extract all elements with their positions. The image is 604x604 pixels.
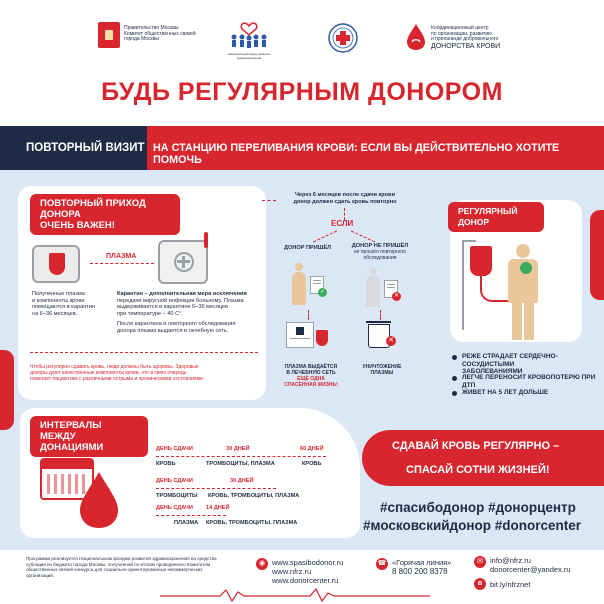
email-donorcenter[interactable]: donorcenter@yandex.ru	[490, 565, 571, 574]
site-nfrz[interactable]: www.nfrz.ru	[272, 567, 312, 576]
divider-dashed	[30, 352, 258, 353]
quarantine-desc: Карантин – дополнительная мера исключения передачи вирусной инфекции больному. Плазма выдерживается в карантине 6–36 месяцев при температуре – 40 С°. После карантина и повторного обследования донора плазма выдается в лечебную сеть.	[117, 291, 247, 334]
phone-icon: ☎	[376, 558, 388, 570]
plasma-bag-icon	[316, 330, 328, 346]
footer-hotline: «Горячая линия» 8 800 200 8378	[392, 558, 452, 576]
repeat-visit-tag: ПОВТОРНЫЙ ПРИХОД ДОНОРА ОЧЕНЬ ВАЖЕН!	[30, 194, 180, 235]
hotline-number[interactable]: 8 800 200 8378	[392, 567, 448, 576]
row3-gap1: 14 ДНЕЙ	[206, 505, 230, 511]
quarantine-text: Полученные плазма и компоненты крови помещаются в карантин на 6–36 месяцев.	[32, 291, 96, 317]
storage-device-icon	[32, 245, 80, 283]
health-note: Чтобы регулярно сдавать кровь, люди должны быть здоровы. Здоровые доноры дают качественные компоненты крови, что в свою очередь помогает пациентам с различными острыми и хроническими состояниями.	[30, 364, 205, 382]
checklist-fail-icon: ✕	[384, 280, 398, 298]
banner-right	[147, 126, 604, 170]
slogan-line2: СПАСАЙ СОТНИ ЖИЗНЕЙ!	[406, 464, 550, 476]
flow-arrow-top	[262, 200, 276, 201]
footer-program: Программа реализуется Национальным фондом развития здравоохранения на средства субсидии из бюджета города Москвы, полученной по итогам проведенного Комитетом общественных связей конкурса для социально-ориентированных некоммерческих организаций.	[26, 556, 217, 578]
site-donorcenter[interactable]: www.donorcenter.ru	[272, 576, 339, 585]
decor-corner-right	[590, 210, 604, 300]
row2-gap1: 30 ДНЕЙ	[230, 478, 254, 484]
moscow-logo-text: Правительство Москвы Комитет общественных связей города Москвы	[124, 25, 196, 43]
mail-icon: ✉	[474, 556, 486, 568]
flow-down-left	[308, 310, 309, 320]
absent-donor-figure-icon	[364, 267, 382, 307]
plasma-destroy-text: УНИЧТОЖЕНИЕ ПЛАЗМЫ	[362, 364, 402, 376]
plasma-label: ПЛАЗМА	[106, 253, 137, 260]
bullet-2	[452, 376, 457, 381]
bullet-1	[452, 355, 457, 360]
footer-emails	[490, 556, 571, 574]
footer-sites	[272, 558, 343, 585]
benefit-longer-life: ЖИВЕТ НА 5 ЛЕТ ДОЛЬШЕ	[462, 389, 549, 396]
flow-down-right	[380, 310, 381, 320]
thermometer-icon	[204, 232, 208, 248]
destroy-mark-icon: ✕	[386, 336, 396, 346]
slogan-line1: СДАВАЙ КРОВЬ РЕГУЛЯРНО –	[392, 440, 560, 452]
page-title: БУДЬ РЕГУЛЯРНЫМ ДОНОРОМ	[101, 78, 503, 106]
quarantine-device-icon	[158, 240, 208, 284]
row1-line	[156, 456, 326, 457]
medical-emblem-logo	[327, 22, 359, 54]
row2-line	[156, 488, 276, 489]
hospital-icon	[286, 322, 314, 348]
donor-figure-icon	[290, 263, 308, 305]
banner-right-text: НА СТАНЦИЮ ПЕРЕЛИВАНИЯ КРОВИ: ЕСЛИ ВЫ ДЕЙСТВИТЕЛЬНО ХОТИТЕ ПОМОЧЬ	[153, 142, 560, 166]
donor-not-came-label: ДОНОР НЕ ПРИШЁЛ не прошёл повторного обследования	[351, 243, 409, 261]
donor-badge-icon	[520, 262, 532, 274]
blood-drop-icon	[76, 470, 122, 530]
row3-mid: КРОВЬ, ТРОМБОЦИТЫ, ПЛАЗМА	[206, 520, 298, 526]
row1-mid: ТРОМБОЦИТЫ, ПЛАЗМА	[206, 461, 275, 467]
donor-center-logo	[404, 22, 428, 52]
row1-gap1: 30 ДНЕЙ	[226, 446, 250, 452]
decor-corner-left	[0, 350, 14, 430]
row3-line	[156, 515, 226, 516]
slogan-box	[362, 430, 604, 486]
nfrz-logo	[226, 20, 272, 52]
iv-stand-icon	[462, 240, 464, 330]
regular-donor-tag: РЕГУЛЯРНЫЙ ДОНОР	[448, 202, 544, 232]
flow-top-text: Через 6 месяцев после сдачи крови донор должен сдать кровь повторно	[293, 192, 397, 205]
pulse-line	[160, 588, 430, 602]
hashtags-line2: #московскийдонор #donorcenter	[363, 518, 582, 533]
row2-start: ТРОМБОЦИТЫ	[156, 493, 198, 499]
if-label: ЕСЛИ	[331, 219, 354, 228]
vk-icon: в	[474, 578, 486, 590]
row1-gap2: 60 ДНЕЙ	[300, 446, 324, 452]
banner-left	[0, 126, 147, 170]
bullet-3	[452, 391, 457, 396]
email-nfrz[interactable]: info@nfrz.ru	[490, 556, 531, 565]
row1-start: КРОВЬ	[156, 461, 176, 467]
benefit-blood-loss: ЛЕГЧЕ ПЕРЕНОСИТ КРОВОПОТЕРЮ ПРИ ДТП	[462, 374, 596, 389]
blood-bag-icon	[470, 246, 492, 276]
plasma-arrow	[90, 263, 154, 264]
benefit-heart: РЕЖЕ СТРАДАЕТ СЕРДЕЧНО-СОСУДИСТЫМИ ЗАБОЛЕВАНИЯМИ	[462, 353, 558, 375]
regular-donor-figure-icon	[504, 244, 542, 340]
hashtags-line1: #спасибодонор #донорцентр	[380, 500, 576, 515]
donor-center-text: Координационный центр по организации, развитию и пропаганде добровольного ДОНОРСТВА КРОВИ	[431, 25, 501, 50]
nfrz-caption: Национальный фонд развития здравоохранения	[227, 52, 271, 60]
row3-day-of: ДЕНЬ СДАЧИ	[156, 505, 193, 511]
row3-start: ПЛАЗМА	[174, 520, 199, 526]
plasma-issued-text: ПЛАЗМА ВЫДАЁТСЯ В ЛЕЧЕБНУЮ СЕТЬ ЕЩЁ ОДНА СПАСЁННАЯ ЖИЗНЬ!	[284, 364, 338, 388]
banner-left-text: ПОВТОРНЫЙ ВИЗИТ	[26, 142, 145, 154]
intervals-tag: ИНТЕРВАЛЫ МЕЖДУ ДОНАЦИЯМИ	[30, 416, 148, 457]
row2-day-of: ДЕНЬ СДАЧИ	[156, 478, 193, 484]
row1-end: КРОВЬ	[302, 461, 322, 467]
row2-mid: КРОВЬ, ТРОМБОЦИТЫ, ПЛАЗМА	[208, 493, 300, 499]
web-icon: ◉	[256, 558, 268, 570]
checklist-ok-icon: ✓	[310, 276, 324, 294]
footer-vk[interactable]: bit.ly/nfrznet	[490, 580, 531, 589]
donor-came-label: ДОНОР ПРИШЁЛ	[284, 245, 332, 251]
site-spasibodonor[interactable]: www.spasibodonor.ru	[272, 558, 344, 567]
row1-day-of: ДЕНЬ СДАЧИ	[156, 446, 193, 452]
moscow-logo	[98, 22, 120, 48]
iv-hook	[462, 240, 476, 242]
